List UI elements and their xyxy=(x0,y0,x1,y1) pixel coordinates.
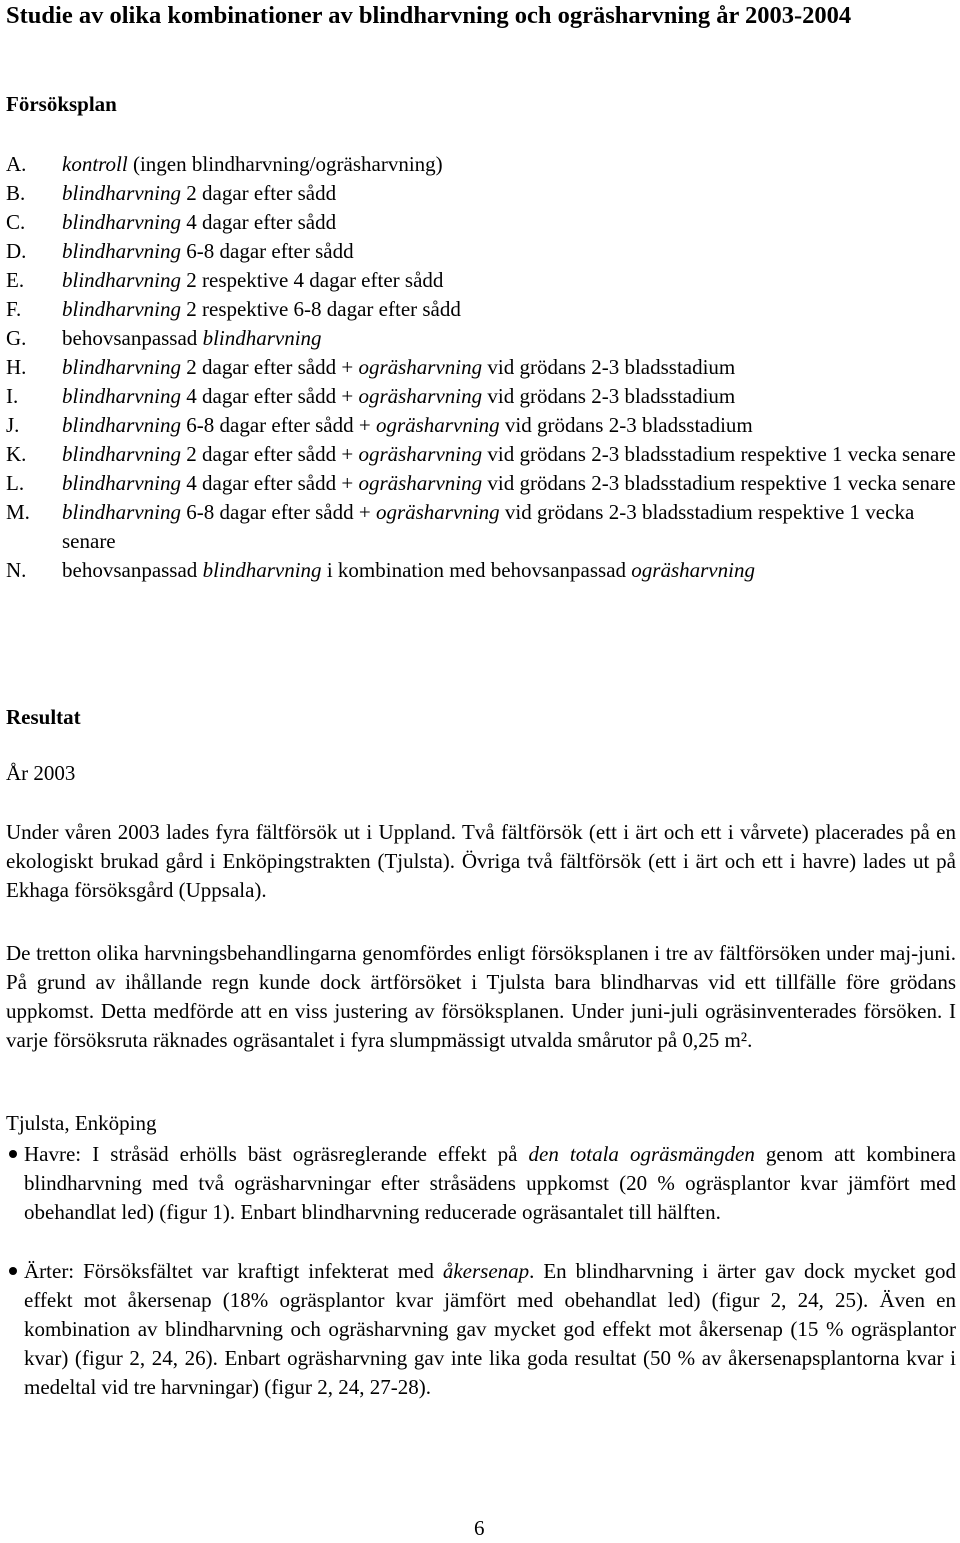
plan-item-text xyxy=(62,355,735,379)
bullet-item xyxy=(6,1140,956,1227)
plan-item-letter: A. xyxy=(6,152,27,176)
plan-item-c xyxy=(6,208,956,237)
bullet-item xyxy=(6,1257,956,1402)
plan-item-letter: D. xyxy=(6,239,27,263)
plan-item-text xyxy=(62,558,755,582)
plan-item-text xyxy=(62,297,461,321)
plain-text: 2 respektive 6-8 dagar efter sådd xyxy=(181,297,461,321)
plan-item-letter: F. xyxy=(6,297,22,321)
plan-item-text xyxy=(62,326,322,350)
emphasis-text: ogräsharvning xyxy=(358,384,483,408)
page-number: 6 xyxy=(474,1516,485,1540)
plan-item-i xyxy=(6,382,956,411)
emphasis-text: ogräsharvning xyxy=(358,355,483,379)
plan-item-letter: M. xyxy=(6,500,30,524)
plain-text: . En blindharvning i ärter gav dock mycket god effekt mot åkersenap (18% ogräsplantor kvar jämfört med obehandlat led) (figur 2, 24, 25). Även en kombination av blindharvning och ogräsharvning gav mycket god effekt mot åkersenap (15 % ogräsplantor kvar) (figur 2, 24, 26). Enbart ogräsharvning gav inte lika goda resultat (50 % av åkersenapsplantorna kvar i medeltal vid tre harvningar) (figur 2, 24, 27-28). xyxy=(24,1259,956,1399)
emphasis-text: blindharvning xyxy=(62,355,181,379)
emphasis-text: blindharvning xyxy=(62,500,181,524)
plan-item-text xyxy=(62,239,354,263)
plan-item-letter: G. xyxy=(6,326,27,350)
plain-text: 2 dagar efter sådd + xyxy=(181,355,359,379)
plan-item-g xyxy=(6,324,956,353)
plan-item-text xyxy=(62,413,753,437)
plan-item-text xyxy=(62,268,443,292)
emphasis-text: blindharvning xyxy=(202,558,322,582)
paragraph-1: Under våren 2003 lades fyra fältförsök ut i Uppland. Två fältförsök (ett i ärt och ett i vårvete) placerades på en ekologiskt brukad gård i Enköpingstrakten (Tjulsta). Övriga två fältförsök (ett i ärt och ett i havre) lades ut på Ekhaga försöksgård (Uppsala). xyxy=(6,820,956,902)
plain-text: 4 dagar efter sådd xyxy=(181,210,337,234)
result-heading: Resultat xyxy=(6,705,81,729)
plain-text: behovsanpassad xyxy=(62,326,203,350)
plain-text: vid grödans 2-3 bladsstadium respektive 1 vecka senare xyxy=(482,471,956,495)
plan-item-j xyxy=(6,411,956,440)
plan-heading: Försöksplan xyxy=(6,92,117,116)
plan-item-a xyxy=(6,150,956,179)
plan-item-text xyxy=(62,384,735,408)
plan-item-letter: B. xyxy=(6,181,26,205)
plain-text: i kombination med behovsanpassad xyxy=(321,558,632,582)
plain-text: behovsanpassad xyxy=(62,558,203,582)
plan-item-l xyxy=(6,469,956,498)
plan-item-text xyxy=(62,181,336,205)
plain-text: genom att kombinera blindharvning med två ogräsharvningar efter stråsädens uppkomst (20 % ogräsplantor kvar jämfört med obehandlat led) (figur 1). Enbart blindharvning reducerade ogräsantalet till hälften. xyxy=(24,1142,957,1224)
plan-item-text xyxy=(62,471,956,495)
plan-item-e xyxy=(6,266,956,295)
emphasis-text: ogräsharvning xyxy=(375,500,500,524)
bullet-text xyxy=(24,1142,956,1224)
bullet-icon xyxy=(6,1140,24,1169)
emphasis-text: blindharvning xyxy=(62,268,181,292)
plain-text: 6-8 dagar efter sådd + xyxy=(181,500,376,524)
plain-text: vid grödans 2-3 bladsstadium xyxy=(482,355,736,379)
plain-text: vid grödans 2-3 bladsstadium respektive 1 vecka senare xyxy=(62,500,915,553)
plain-text: vid grödans 2-3 bladsstadium xyxy=(482,384,736,408)
emphasis-text: blindharvning xyxy=(62,442,181,466)
plan-item-n xyxy=(6,556,956,585)
year-heading: År 2003 xyxy=(6,761,76,785)
plain-text: vid grödans 2-3 bladsstadium respektive 1 vecka senare xyxy=(482,442,956,466)
emphasis-text: ogräsharvning xyxy=(358,471,483,495)
plan-item-letter: J. xyxy=(6,413,20,437)
plan-item-text xyxy=(62,500,914,553)
plan-item-k xyxy=(6,440,956,469)
paragraph-2: De tretton olika harvningsbehandlingarna genomfördes enligt försöksplanen i tre av fältförsöken under maj-juni. På grund av ihållande regn kunde dock ärtförsöket i Tjulsta bara blindharvas vid ett tillfälle före grödans uppkomst. Detta medförde att en viss justering av försöksplanen. Under juni-juli ogräsinventerades försöken. I varje försöksruta räknades ogräsantalet i fyra slumpmässigt utvalda smårutor på 0,25 m². xyxy=(6,941,956,1052)
emphasis-text: den totala ogräsmängden xyxy=(528,1142,755,1166)
plan-item-letter: C. xyxy=(6,210,26,234)
plan-item-letter: E. xyxy=(6,268,25,292)
emphasis-text: ogräsharvning xyxy=(631,558,755,582)
plain-text: 2 respektive 4 dagar efter sådd xyxy=(181,268,444,292)
emphasis-text: blindharvning xyxy=(62,413,181,437)
location-heading: Tjulsta, Enköping xyxy=(6,1111,157,1135)
plan-item-text xyxy=(62,442,956,466)
emphasis-text: kontroll xyxy=(62,152,128,176)
plan-item-letter: K. xyxy=(6,442,27,466)
plain-text: (ingen blindharvning/ogräsharvning) xyxy=(127,152,443,176)
plain-text: 2 dagar efter sådd xyxy=(181,181,337,205)
plan-list xyxy=(6,150,956,585)
document-title: Studie av olika kombinationer av blindharvning och ogräsharvning år 2003-2004 xyxy=(6,2,852,29)
plain-text: vid grödans 2-3 bladsstadium xyxy=(499,413,753,437)
emphasis-text: blindharvning xyxy=(62,471,181,495)
bullet-list xyxy=(6,1140,956,1402)
plain-text: 4 dagar efter sådd + xyxy=(181,471,359,495)
bullet-text xyxy=(24,1259,956,1399)
plan-item-letter: H. xyxy=(6,355,27,379)
plan-item-d xyxy=(6,237,956,266)
emphasis-text: blindharvning xyxy=(62,297,181,321)
bullet-icon xyxy=(6,1257,24,1286)
emphasis-text: åkersenap xyxy=(442,1259,530,1283)
emphasis-text: blindharvning xyxy=(62,181,181,205)
plain-text: 4 dagar efter sådd + xyxy=(181,384,359,408)
plan-item-text xyxy=(62,210,336,234)
plain-text: 2 dagar efter sådd + xyxy=(181,442,359,466)
emphasis-text: ogräsharvning xyxy=(358,442,483,466)
emphasis-text: blindharvning xyxy=(62,239,181,263)
plain-text: 6-8 dagar efter sådd xyxy=(181,239,354,263)
plan-item-letter: I. xyxy=(6,384,19,408)
plan-item-b xyxy=(6,179,956,208)
plain-text: Havre: I stråsäd erhölls bäst ogräsreglerande effekt på xyxy=(24,1142,529,1166)
plan-item-f xyxy=(6,295,956,324)
plain-text: 6-8 dagar efter sådd + xyxy=(181,413,376,437)
plan-item-letter: L. xyxy=(6,471,25,495)
plan-item-letter: N. xyxy=(6,558,27,582)
plan-item-h xyxy=(6,353,956,382)
plan-item-m xyxy=(6,498,956,556)
plan-item-text xyxy=(62,152,443,176)
plain-text: Ärter: Försöksfältet var kraftigt infekterat med xyxy=(24,1259,443,1283)
emphasis-text: ogräsharvning xyxy=(375,413,500,437)
emphasis-text: blindharvning xyxy=(62,384,181,408)
emphasis-text: blindharvning xyxy=(62,210,181,234)
emphasis-text: blindharvning xyxy=(202,326,322,350)
